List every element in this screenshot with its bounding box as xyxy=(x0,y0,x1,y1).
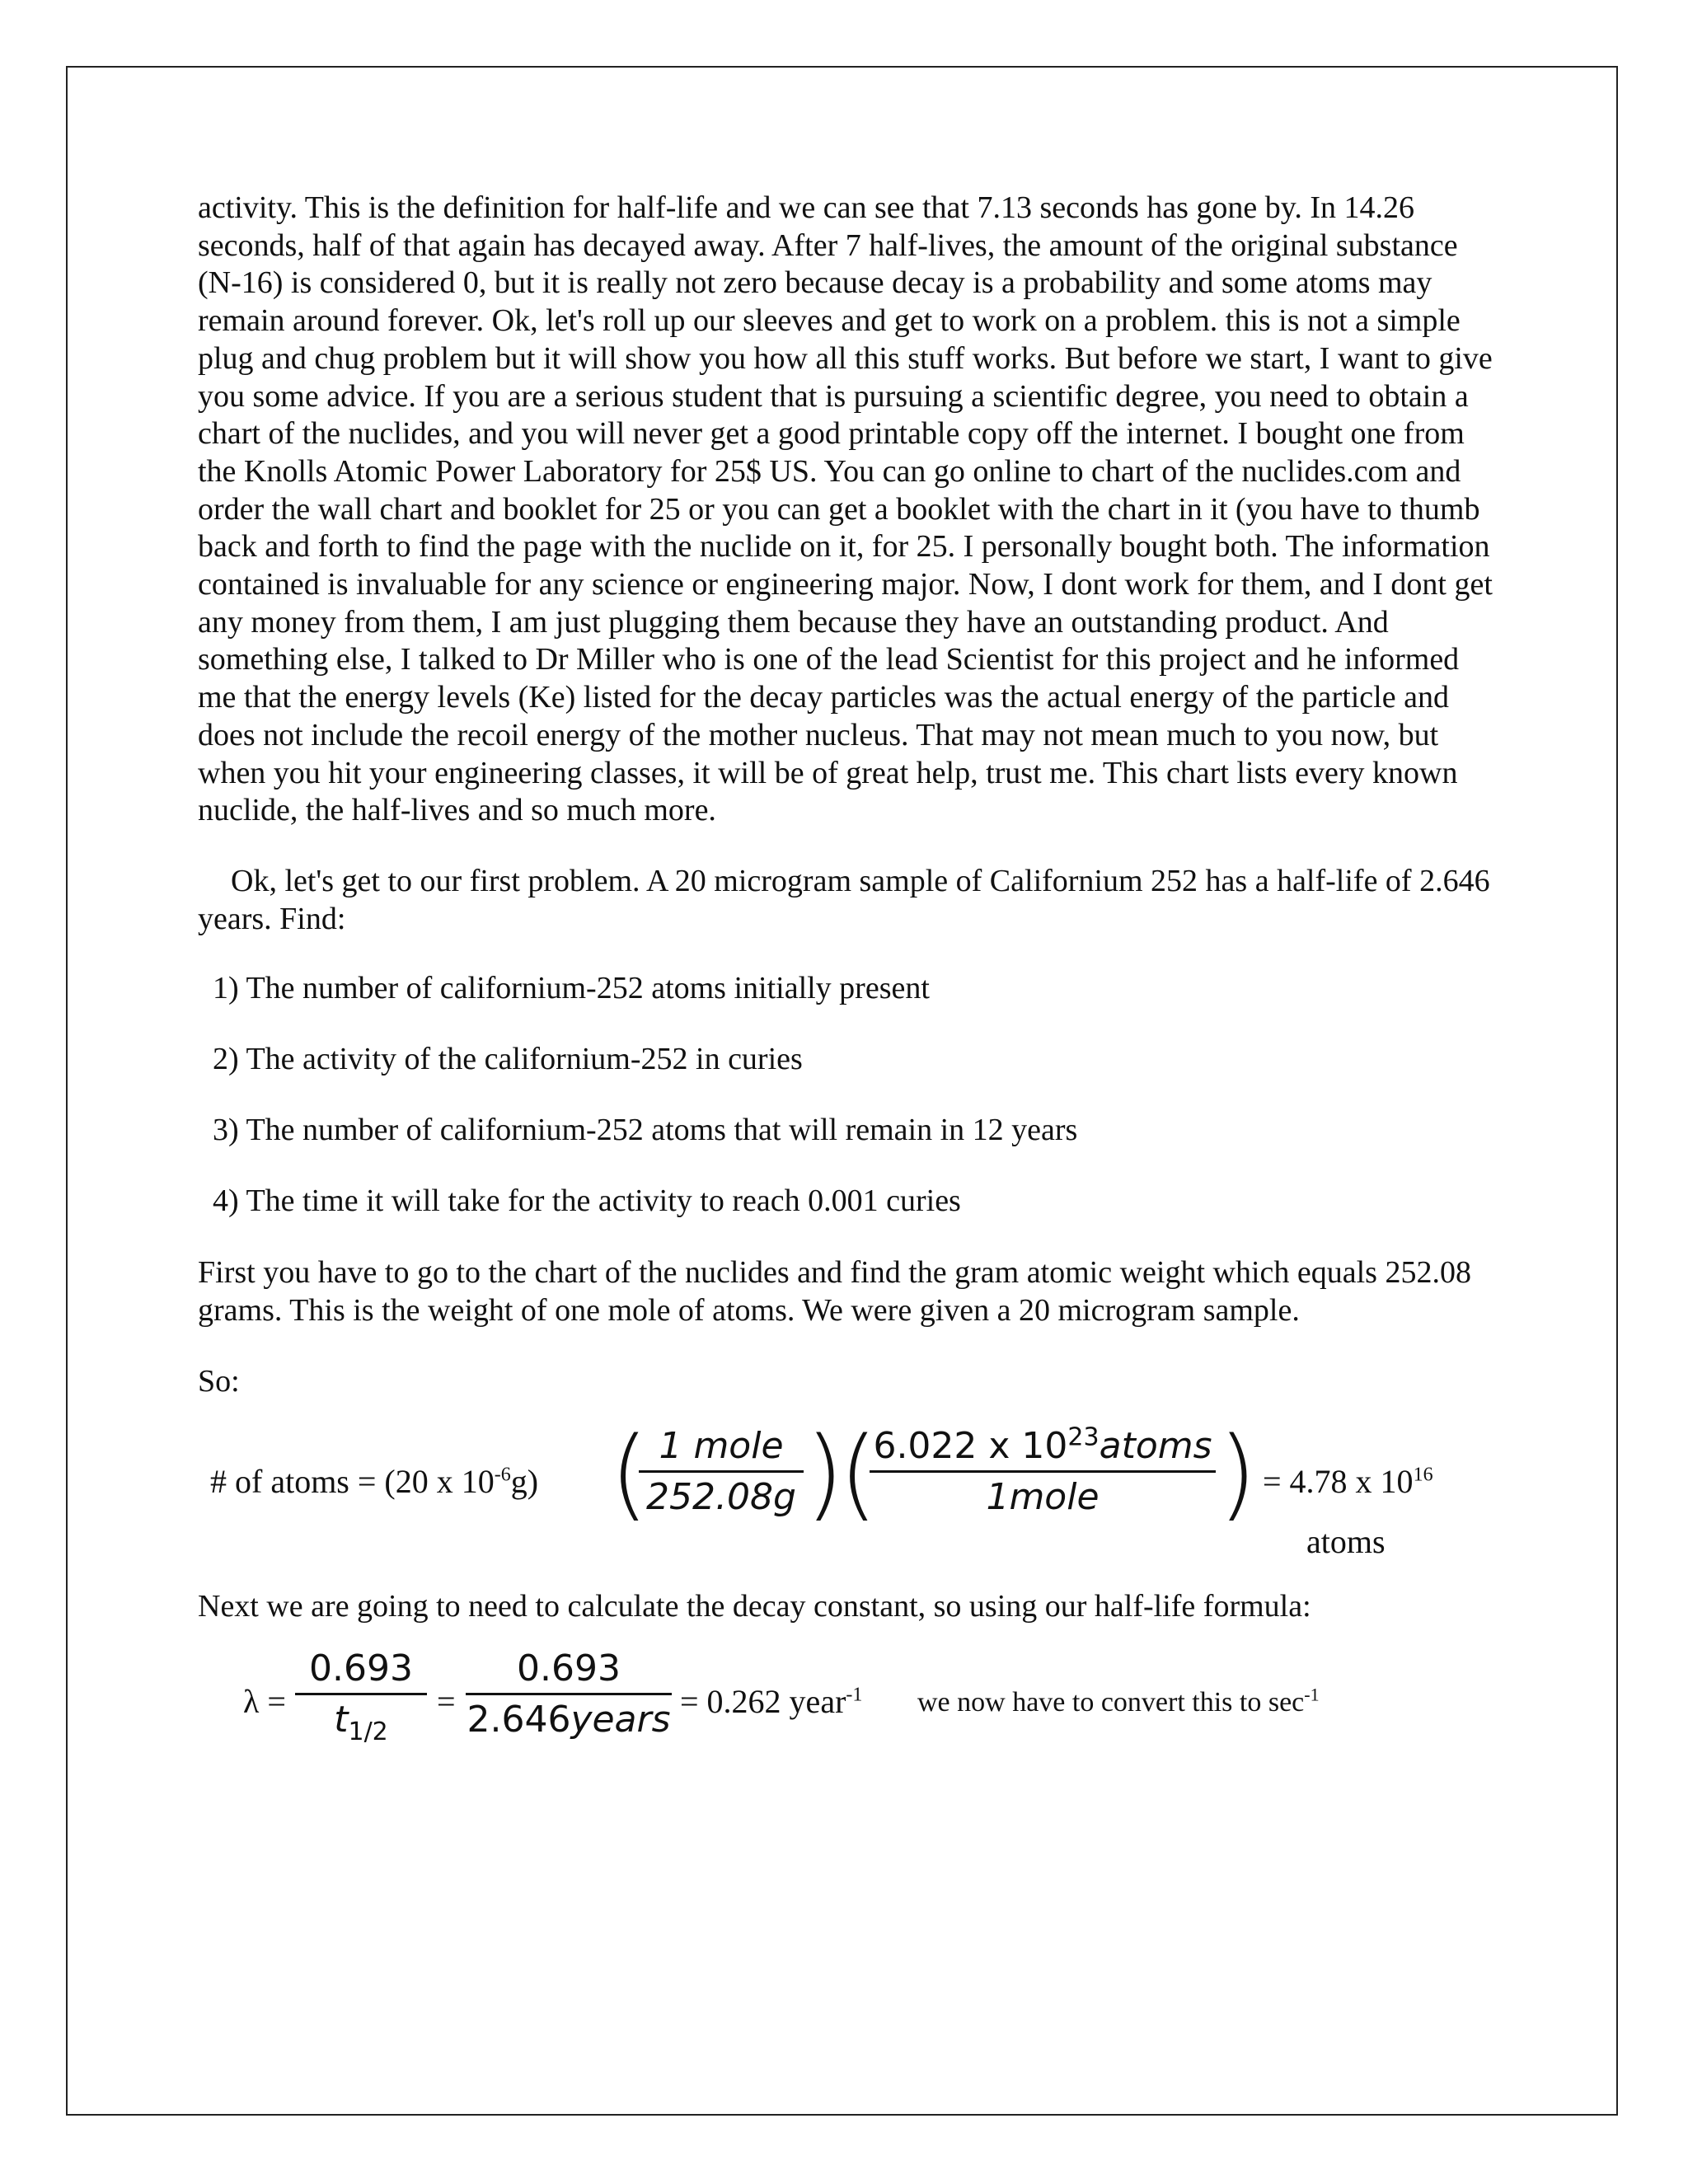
paragraph-atomic-weight: First you have to go to the chart of the nuclides and find the gram atomic weight which equals 252.08 grams. This is the weight of one mole of atoms. We were given a 20 microgram sample. xyxy=(198,1255,1471,1329)
atoms-equation xyxy=(198,1417,1500,1561)
half-life-fraction-numerator: 0.693 xyxy=(309,1647,413,1690)
avogadro-fraction-denominator: 1mole xyxy=(986,1476,1100,1519)
left-paren: ( xyxy=(610,1417,649,1532)
question-list xyxy=(198,969,1500,1220)
mole-fraction-denominator: 252.08g xyxy=(646,1476,796,1519)
half-life-fraction xyxy=(295,1647,427,1746)
conversion-note: we now have to convert this to $\sec^{-1}$ xyxy=(917,1684,1320,1718)
atoms-equation-unit: atoms xyxy=(1306,1523,1386,1561)
half-life-value-fraction xyxy=(466,1647,672,1741)
right-paren: ) xyxy=(1218,1417,1257,1532)
atoms-equation-lhs: # of atoms = (20 x $10^{-6}g$) xyxy=(210,1463,539,1501)
decay-constant-result: = 0.262 year$^{-1}$ xyxy=(680,1683,863,1721)
mole-fraction-numerator: 1 mole xyxy=(659,1425,784,1468)
atoms-equation-result: = 4.78 x $10^{16}$ xyxy=(1263,1463,1433,1501)
lambda-symbol: λ = xyxy=(243,1683,286,1721)
question-1: 1) The number of californium-252 atoms initially present xyxy=(213,971,930,1006)
equals-sign: = xyxy=(437,1683,456,1721)
question-4: 4) The time it will take for the activity to reach 0.001 curies xyxy=(213,1183,961,1219)
paragraph-intro: activity. This is the definition for half-life and we can see that 7.13 seconds has gone by. In 14.26 seconds, half of that again has decayed away. After 7 half-lives, the amount of the original substance (N-16) is considered 0, but it is really not zero because decay is a probability and some atoms may remain around forever. Ok, let's roll up our sleeves and get to work on a problem. this is not a simple plug and chug problem but it will show you how all this stuff works. But before we start, I want to give you some advice. If you are a serious student that is pursuing a scientific degree, you need to obtain a chart of the nuclides, and you will never get a good printable copy off the internet. I bought one from the Knolls Atomic Power Laboratory for 25$ US. You can go online to chart of the nuclides.com and order the wall chart and booklet for 25 or you can get a booklet with the chart in it (you have to thumb back and forth to find the page with the nuclide on it, for 25. I personally bought both. The information contained is invaluable for any science or engineering major. Now, I dont work for them, and I dont get any money from them, I am just plugging them because they have an outstanding product. And something else, I talked to Dr Miller who is one of the lead Scientist for this project and he informed me that the energy levels (Ke) listed for the decay particles was the actual energy of the particle and does not include the recoil energy of the mother nucleus. That may not mean much to you now, but when you hit your engineering classes, it will be of great help, trust me. This chart lists every known nuclide, the half-lives and so much more. xyxy=(198,190,1493,828)
right-paren: ) xyxy=(805,1417,844,1532)
half-life-value-numerator: 0.693 xyxy=(517,1647,621,1690)
avogadro-fraction xyxy=(870,1422,1216,1519)
decay-constant-equation xyxy=(198,1647,1500,1763)
left-paren: ( xyxy=(839,1417,878,1532)
half-life-fraction-denominator: $t_{1/2}$ xyxy=(334,1699,388,1746)
paragraph-problem: Ok, let's get to our first problem. A 20 microgram sample of Californium 252 has a half-life of 2.646 years. Find: xyxy=(198,863,1490,936)
avogadro-fraction-numerator: 6.022 x $10^{23}atoms$ xyxy=(873,1422,1212,1468)
page-content xyxy=(198,190,1500,1763)
half-life-value-denominator: 2.646years xyxy=(467,1699,671,1741)
question-3: 3) The number of californium-252 atoms that will remain in 12 years xyxy=(213,1113,1078,1148)
question-2: 2) The activity of the californium-252 in curies xyxy=(213,1042,803,1077)
paragraph-so: So: xyxy=(198,1363,240,1399)
mole-fraction xyxy=(639,1425,804,1518)
paragraph-decay-constant: Next we are going to need to calculate the decay constant, so using our half-life formula: xyxy=(198,1589,1311,1624)
